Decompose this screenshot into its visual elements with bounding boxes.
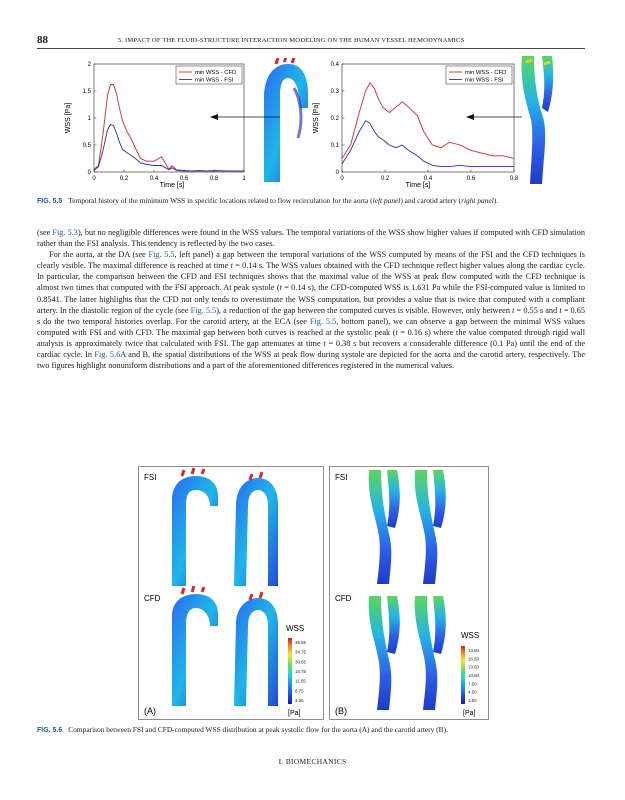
y-tick-label: 0.5: [82, 143, 91, 149]
colorbar-tick-label: 14.50: [468, 648, 479, 653]
pointer-arrow-left: [210, 112, 280, 122]
chart-aorta-wss: [60, 56, 250, 192]
panel-a-fsi-label: FSI: [144, 473, 157, 482]
body-text: [37, 227, 585, 371]
panel-a-cfd-label: CFD: [144, 594, 161, 603]
x-tick-label: 0.4: [423, 176, 433, 182]
fig56-caption: [37, 725, 597, 735]
legend-entry: min WSS - FSI: [465, 77, 504, 84]
y-tick-label: 0.1: [330, 143, 339, 149]
pointer-arrow-right: [466, 112, 522, 122]
colorbar-tick-label: 8.75: [295, 688, 304, 694]
chart-carotid-wss: [308, 56, 520, 192]
x-tick-label: 1: [242, 176, 246, 182]
y-tick-label: 0.2: [330, 116, 339, 122]
x-tick-label: 0.2: [380, 176, 390, 182]
x-tick-label: 0: [340, 176, 344, 182]
panel-b-cfd-label: CFD: [335, 594, 352, 603]
legend-entry: min WSS - FSI: [195, 77, 234, 84]
y-tick-label: 2: [87, 62, 91, 68]
ylabel: WSS [Pa]: [313, 102, 320, 134]
panel-b-colorbar: [461, 646, 465, 704]
y-tick-label: 0.3: [330, 89, 339, 95]
y-tick-label: 0: [335, 170, 339, 176]
panel-b-unit: [Pa]: [463, 710, 476, 717]
ylabel: WSS [Pa]: [65, 102, 72, 134]
colorbar-tick-label: 1.50: [468, 698, 477, 703]
x-tick-label: 0.8: [209, 176, 219, 182]
y-tick-label: 1: [87, 116, 91, 122]
fig55-label: FIG. 5.5: [37, 198, 63, 205]
x-tick-label: 0: [92, 176, 96, 182]
panel-a-letter: (A): [144, 706, 156, 716]
running-footer: I. BIOMECHANICS: [278, 757, 347, 766]
colorbar-tick-label: 4.50: [468, 689, 477, 695]
x-tick-label: 0.8: [509, 176, 519, 182]
colorbar-tick-label: 30.55: [295, 659, 306, 665]
colorbar-tick-label: 7.50: [468, 681, 477, 687]
xlabel: Time [s]: [159, 182, 185, 189]
x-tick-label: 0.4: [149, 176, 159, 182]
xlabel: Time [s]: [405, 182, 431, 189]
colorbar-tick-label: 15.75: [295, 669, 306, 674]
fig56-caption-text: Comparison between FSI and CFD-computed WSS distribution at peak systolic flow for the aorta (A) and the carotid artery (B).: [68, 725, 448, 734]
x-tick-label: 0.2: [119, 176, 129, 182]
fig55-caption-text: Temporal history of the minimum WSS in specific locations related to flow recirculation for the aorta (left panel) and carotid artery (right panel).: [68, 196, 499, 205]
colorbar-tick-label: 10.50: [468, 673, 479, 678]
paragraph-2: For the aorta, at the DA (see Fig. 5.5, left panel) a gap between the temporal variations of the WSS computed by means of the FSI and the CFD techniques is clearly visible. The maximal difference is reached at time t = 0.14 s. The WSS values obtained with the CFD technique reflect higher values along the cardiac cycle. In particular, the comparison between the CFD and FSI techniques shows that the maximal value of the WSS at peak flow computed with the CFD technique is almost two times that computed with the FSI approach. At peak systole (t = 0.14 s), the CFD-computed WSS is 1.631 Pa while the FSI-computed value is limited to 0.8541. The latter highlights that the CFD not only tends to overestimate the WSS computation, but provides a value that is twice that computed with a compliant artery. In the diastolic region of the cycle (see Fig. 5.5), a reduction of the gap between the computed curves is visible. However, only between t = 0.55 s and t = 0.65 s do the two temporal histories overlap. For the carotid artery, at the ECA (see Fig. 5.5, bottom panel), we can observe a gap between the minimal WSS values computed with FSI and with CFD. The maximal gap between both curves is reached at the systolic peak (t = 0.16 s) where the value computed through rigid wall analysis is approximately twice that calculated with FSI. The gap attenuates at time t = 0.38 s but recovers a considerable difference (0.1 Pa) until the end of the cardiac cycle. In Fig. 5.6A and B, the spatial distributions of the WSS at peak flow during systole are depicted for the aorta and the carotid artery, respectively. The two figures highlight nonuniform distributions and a part of the aforementioned differences registered in the numerical values.: [37, 250, 585, 371]
fig56-label: FIG. 5.6: [37, 727, 63, 734]
panel-b-legend-title: WSS: [461, 631, 480, 640]
panel-b-fsi-label: FSI: [335, 473, 348, 482]
panel-a-colorbar: [288, 638, 292, 704]
fig55-caption: [37, 196, 585, 206]
colorbar-tick-label: 39.55: [295, 640, 306, 645]
x-tick-label: 0.6: [179, 176, 189, 182]
panel-b-letter: (B): [335, 706, 347, 716]
page-number: 88: [37, 34, 48, 46]
panel-a-legend-title: WSS: [286, 624, 305, 633]
fig56-panel-b: [329, 466, 489, 720]
x-tick-label: 0.6: [466, 176, 476, 182]
running-title: 5. IMPACT OF THE FLUID-STRUCTURE INTERACTION MODELING ON THE HUMAN VESSEL HEMODYNAMICS: [118, 37, 465, 44]
colorbar-tick-label: 34.75: [295, 649, 306, 655]
y-tick-label: 0.4: [330, 62, 339, 68]
panel-a-unit: [Pa]: [288, 710, 301, 717]
y-tick-label: 1.5: [82, 89, 91, 95]
colorbar-tick-label: 13.50: [468, 664, 479, 670]
fig56-panel-a: [138, 466, 324, 720]
colorbar-tick-label: 16.50: [468, 656, 479, 662]
legend-entry: min WSS - CFD: [465, 70, 507, 76]
paragraph-1: (see Fig. 5.3), but no negligible differences were found in the WSS values. The temporal variations of the WSS show higher values if computed with CFD simulation rather than the FSI analysis. This tendency is reflected by the two cases.: [37, 228, 585, 249]
colorbar-tick-label: 3.55: [295, 698, 304, 703]
y-tick-label: 0: [87, 170, 91, 176]
header-rule: [37, 48, 585, 49]
colorbar-tick-label: 11.55: [295, 678, 306, 684]
legend-entry: min WSS - CFD: [195, 70, 237, 76]
